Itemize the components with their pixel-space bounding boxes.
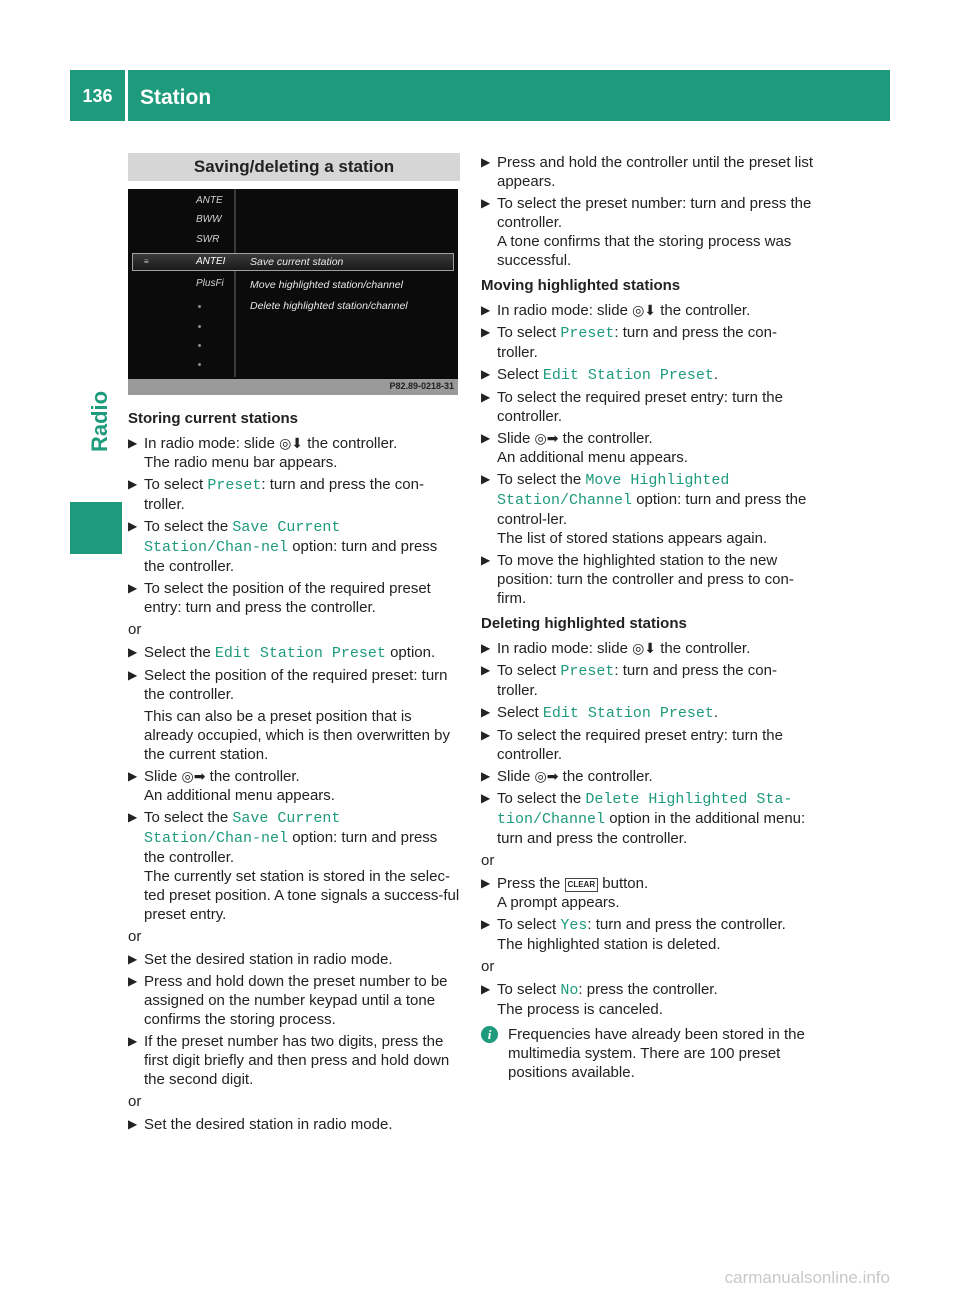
or-text: or <box>481 958 495 975</box>
arrow-icon: ▶ <box>481 769 491 783</box>
step: ▶ To select Preset: turn and press the con-troller. <box>128 476 424 513</box>
arrow-icon: ▶ <box>128 974 138 988</box>
arrow-icon: ▶ <box>481 155 491 169</box>
menu-move-highlighted: Move highlighted station/channel <box>250 279 403 291</box>
arrow-icon: ▶ <box>128 436 138 450</box>
step: ▶ In radio mode: slide ◎⬇ the controller. The radio menu bar appears. <box>128 435 398 471</box>
arrow-icon: ▶ <box>481 431 491 445</box>
screen-list-item: PlusFi <box>196 278 224 289</box>
arrow-icon: ▶ <box>128 645 138 659</box>
arrow-icon: ▶ <box>481 917 491 931</box>
or-text: or <box>128 928 142 945</box>
step: ▶ Select the Edit Station Preset option. <box>128 644 436 662</box>
controller-slide-right-icon: ◎➡ <box>534 430 559 446</box>
controller-slide-down-icon: ◎⬇ <box>632 302 657 318</box>
step: ▶ To select Preset: turn and press the con-troller. <box>481 324 777 361</box>
step: ▶ To select Yes: turn and press the controller. The highlighted station is deleted. <box>481 916 786 953</box>
list-dot <box>198 305 201 308</box>
arrow-icon: ▶ <box>481 367 491 381</box>
header-divider <box>125 70 128 121</box>
arrow-icon: ▶ <box>481 876 491 890</box>
arrow-icon: ▶ <box>128 519 138 533</box>
step: ▶ If the preset number has two digits, press the first digit briefly and then press and hold down the second digit. <box>128 1033 450 1088</box>
step: ▶ To select No: press the controller. The process is canceled. <box>481 981 718 1018</box>
left-column <box>128 153 460 1137</box>
or-text: or <box>128 621 142 638</box>
step: ▶ To select the required preset entry: turn the controller. <box>481 389 783 425</box>
arrow-icon: ▶ <box>128 769 138 783</box>
preset-marker-icon: ≡ <box>144 257 149 266</box>
arrow-icon: ▶ <box>481 791 491 805</box>
deleting-heading: Deleting highlighted stations <box>481 615 687 632</box>
arrow-icon: ▶ <box>128 668 138 682</box>
arrow-icon: ▶ <box>481 728 491 742</box>
list-dot <box>198 344 201 347</box>
step: ▶ Set the desired station in radio mode. <box>128 951 393 968</box>
arrow-icon: ▶ <box>481 390 491 404</box>
step: ▶ To move the highlighted station to the new position: turn the controller and press to con-firm. <box>481 552 794 607</box>
step: ▶ In radio mode: slide ◎⬇ the controller. <box>481 302 751 319</box>
controller-slide-down-icon: ◎⬇ <box>279 435 304 451</box>
menu-delete-highlighted: Delete highlighted station/channel <box>250 300 408 312</box>
step: ▶ To select Preset: turn and press the con-troller. <box>481 662 777 699</box>
arrow-icon: ▶ <box>481 553 491 567</box>
step: ▶ To select the position of the required preset entry: turn and press the controller. <box>128 580 431 616</box>
arrow-icon: ▶ <box>481 325 491 339</box>
controller-slide-right-icon: ◎➡ <box>534 768 559 784</box>
page-number: 136 <box>82 86 113 106</box>
right-column <box>481 153 814 1082</box>
step: ▶ Press and hold the controller until the preset list appears. <box>481 154 814 190</box>
step: ▶ Select Edit Station Preset. <box>481 704 719 722</box>
step: ▶ Slide ◎➡ the controller. An additional menu appears. <box>481 430 688 466</box>
arrow-icon: ▶ <box>128 1117 138 1131</box>
chapter-tab <box>70 502 122 554</box>
step: ▶ To select the Save Current Station/Chan-nel option: turn and press the controller. The currently set station is stored in the selec-ted preset position. A tone signals a success-ful preset entry. <box>128 809 460 923</box>
arrow-icon: ▶ <box>481 472 491 486</box>
step: ▶ To select the Move Highlighted Station/Channel option: turn and press the control-ler. The list of stored stations appears again. <box>481 471 807 547</box>
step: ▶ Slide ◎➡ the controller. <box>481 768 653 785</box>
watermark: carmanualsonline.info <box>724 1268 890 1287</box>
controller-slide-down-icon: ◎⬇ <box>632 640 657 656</box>
step: ▶ Set the desired station in radio mode. <box>128 1116 393 1133</box>
arrow-icon: ▶ <box>481 196 491 210</box>
arrow-icon: ▶ <box>128 810 138 824</box>
screen-list-item: ANTEI <box>196 256 226 267</box>
arrow-icon: ▶ <box>128 952 138 966</box>
image-code: P82.89-0218-31 <box>389 381 454 391</box>
clear-key-icon: CLEAR <box>565 878 599 892</box>
screen-list-item: BWW <box>196 214 222 225</box>
step: ▶ To select the Delete Highlighted Sta-tion/Channel option in the additional menu: turn and press the controller. <box>481 790 806 847</box>
screen-list-item: ANTE <box>196 195 223 206</box>
step: ▶ Press and hold down the preset number to be assigned on the number keypad until a tone confirms the storing process. <box>128 973 448 1028</box>
step: ▶ To select the preset number: turn and press the controller. A tone confirms that the storing process was successful. <box>481 195 812 269</box>
arrow-icon: ▶ <box>481 641 491 655</box>
arrow-icon: ▶ <box>481 982 491 996</box>
arrow-icon: ▶ <box>481 303 491 317</box>
arrow-icon: ▶ <box>481 663 491 677</box>
step: ▶ In radio mode: slide ◎⬇ the controller. <box>481 640 751 657</box>
step: ▶ Slide ◎➡ the controller. An additional menu appears. <box>128 768 335 804</box>
chapter-label: Radio <box>87 390 112 452</box>
screen-list-item: SWR <box>196 234 220 245</box>
or-text: or <box>128 1093 142 1110</box>
step: ▶ Select the position of the required preset: turn the controller. This can also be a preset position that is already occupied, which is then overwritten by the current station. <box>128 667 450 763</box>
moving-heading: Moving highlighted stations <box>481 277 681 294</box>
step: ▶ Select Edit Station Preset. <box>481 366 719 384</box>
arrow-icon: ▶ <box>481 705 491 719</box>
list-dot <box>198 325 201 328</box>
section-heading: Saving/deleting a station <box>128 153 460 181</box>
arrow-icon: ▶ <box>128 477 138 491</box>
list-dot <box>198 363 201 366</box>
step: ▶ To select the Save Current Station/Chan-nel option: turn and press the controller. <box>128 518 438 575</box>
radio-screen-image <box>128 189 458 395</box>
info-icon: i <box>481 1026 498 1043</box>
info-note: i Frequencies have already been stored in the multimedia system. There are 100 preset positions available. <box>481 1025 814 1082</box>
step: ▶ To select the required preset entry: turn the controller. <box>481 727 783 763</box>
arrow-icon: ▶ <box>128 1034 138 1048</box>
or-text: or <box>481 852 495 869</box>
menu-save-current-station: Save current station <box>250 256 344 268</box>
page-title: Station <box>140 86 212 109</box>
storing-heading: Storing current stations <box>128 410 299 427</box>
controller-slide-right-icon: ◎➡ <box>181 768 206 784</box>
step: ▶ Press the CLEAR button. A prompt appears. <box>481 875 649 911</box>
arrow-icon: ▶ <box>128 581 138 595</box>
